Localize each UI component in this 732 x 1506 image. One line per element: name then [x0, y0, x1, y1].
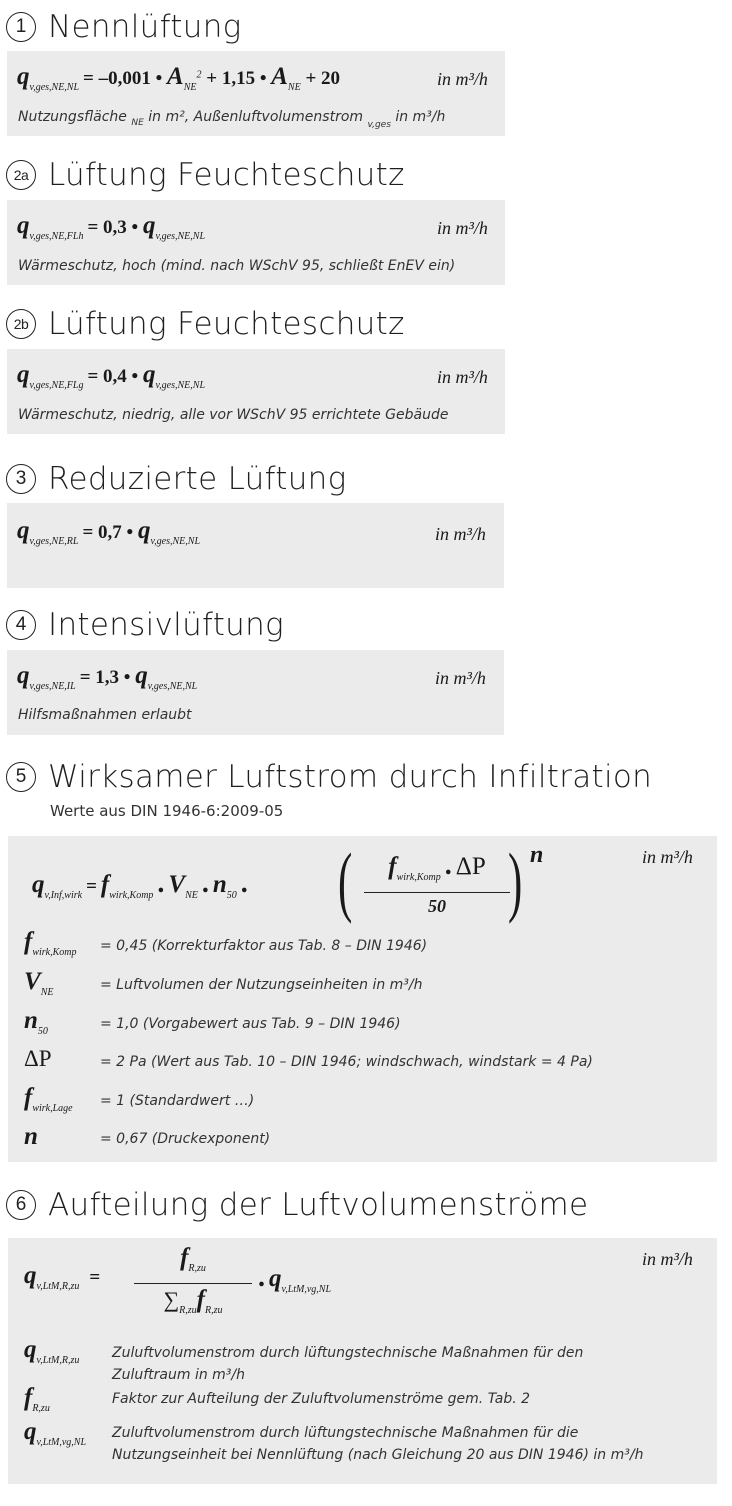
section-6-heading — [6, 1185, 588, 1225]
formula-box-2a — [7, 200, 505, 285]
fraction-bar — [134, 1283, 252, 1284]
def-text: Zuluftvolumenstrom durch lüftungstechnische Maßnahmen für den Zuluftraum in m³/h — [112, 1345, 584, 1383]
unit-label: in m³/h — [437, 69, 488, 89]
section-title: Intensivlüftung — [48, 607, 284, 643]
fraction-denominator: $\sum_{R,zu}f_{R,zu}$ — [163, 1286, 223, 1316]
def-symbol: n — [24, 1123, 38, 1150]
def-text: = 0,45 (Korrekturfaktor aus Tab. 8 – DIN 1946) — [100, 938, 428, 954]
section-title: Lüftung Feuchteschutz — [48, 157, 405, 193]
formula-feuchteschutz-niedrig: $q_{v,ges,NE,FLg} = 0,4$ • $q_{v,ges,NE,NL}$ — [17, 361, 206, 391]
formula-aufteilung-lhs: $q_{v,LtM,R,zu}$ = — [24, 1262, 101, 1292]
formula-feuchteschutz-hoch: $q_{v,ges,NE,FLh} = 0,3$ • $q_{v,ges,NE,NL}$ — [17, 212, 206, 242]
unit-label: in m³/h — [642, 1249, 693, 1269]
formula-box-4 — [7, 650, 504, 735]
section-number-badge: 2b — [6, 309, 36, 339]
def-symbol: $q_{v,LtM,R,zu}$ — [24, 1336, 80, 1366]
formula-infiltration-lhs: $q_{v,Inf,wirk} = f_{wirk,Komp}$ . $V_{NE}$ . $n_{50}$ . — [32, 868, 248, 901]
fraction-numerator: $f_{wirk,Komp}$ . ΔP — [388, 850, 486, 883]
def-symbol: $q_{v,LtM,vg,NL}$ — [24, 1418, 87, 1448]
formula-aufteilung-rhs: . $q_{v,LtM,vg,NL}$ — [258, 1262, 332, 1295]
section-2b-heading — [6, 304, 405, 344]
formula-reduzierte-lueftung: $q_{v,ges,NE,RL} = 0,7$ • $q_{v,ges,NE,NL}$ — [17, 517, 201, 547]
def-symbol: $V_{NE}$ — [24, 968, 54, 998]
section-number-badge: 3 — [6, 464, 36, 494]
def-text: Faktor zur Aufteilung der Zuluftvolumenströme gem. Tab. 2 — [112, 1391, 531, 1407]
section-number-badge: 5 — [6, 762, 36, 792]
section-5-heading — [6, 757, 652, 797]
def-text: = 2 Pa (Wert aus Tab. 10 – DIN 1946; windschwach, windstark = 4 Pa) — [100, 1054, 593, 1070]
section-number-badge: 4 — [6, 610, 36, 640]
section-title: Lüftung Feuchteschutz — [48, 306, 405, 342]
section-number-badge: 1 — [6, 12, 36, 42]
def-symbol: $f_{R,zu}$ — [24, 1384, 50, 1414]
formula-note: Nutzungsfläche $_{NE}$ in m², Außenluftvolumenstrom $_{v,ges}$ in m³/h — [18, 109, 446, 130]
open-parenthesis: ( — [338, 837, 353, 924]
formula-note: Wärmeschutz, hoch (mind. nach WSchV 95, schließt EnEV ein) — [18, 258, 456, 274]
def-text: = 0,67 (Druckexponent) — [100, 1131, 271, 1147]
formula-intensivlueftung: $q_{v,ges,NE,IL} = 1,3$ • $q_{v,ges,NE,NL}$ — [17, 662, 198, 692]
def-symbol: $n_{50}$ — [24, 1007, 48, 1037]
def-text: = 1,0 (Vorgabewert aus Tab. 9 – DIN 1946) — [100, 1016, 401, 1032]
def-symbol: $f_{wirk,Komp}$ — [24, 928, 77, 958]
formula-box-6 — [8, 1238, 717, 1484]
unit-label: in m³/h — [642, 847, 693, 867]
def-text: Zuluftvolumenstrom durch lüftungstechnische Maßnahmen für die Nutzungseinheit bei Nennlüftung (nach Gleichung 20 aus DIN 1946) in m³/h — [112, 1425, 644, 1463]
formula-note: Wärmeschutz, niedrig, alle vor WSchV 95 errichtete Gebäude — [18, 407, 449, 423]
section-title: Aufteilung der Luftvolumenströme — [48, 1187, 589, 1223]
section-title: Wirksamer Luftstrom durch Infiltration — [48, 759, 653, 795]
section-number-badge: 6 — [6, 1190, 36, 1220]
unit-label: in m³/h — [437, 367, 488, 387]
formula-box-2b — [7, 349, 505, 434]
section-subtitle: Werte aus DIN 1946-6:2009-05 — [50, 802, 284, 820]
unit-label: in m³/h — [437, 218, 488, 238]
section-1-heading — [6, 7, 242, 47]
section-4-heading — [6, 605, 284, 645]
exponent: n — [530, 842, 544, 868]
formula-nennlueftung: $q_{v,ges,NE,NL} = -0,001$ • $A_{NE}^2 + 1,15$ • $A_{NE} + 20$ — [17, 63, 341, 93]
fraction-numerator: $f_{R,zu}$ — [180, 1244, 206, 1274]
formula-note: Hilfsmaßnahmen erlaubt — [18, 707, 192, 723]
section-title: Nennlüftung — [48, 9, 242, 45]
def-symbol: $f_{wirk,Lage}$ — [24, 1084, 73, 1114]
section-number-badge: 2a — [6, 160, 36, 190]
unit-label: in m³/h — [435, 668, 486, 688]
section-title: Reduzierte Lüftung — [48, 461, 347, 497]
fraction-denominator: 50 — [428, 896, 446, 916]
section-2a-heading — [6, 155, 405, 195]
section-3-heading — [6, 459, 347, 499]
close-parenthesis: ) — [508, 837, 523, 924]
def-text: = Luftvolumen der Nutzungseinheiten in m³/h — [100, 977, 423, 993]
formula-box-3 — [7, 503, 504, 588]
def-text: = 1 (Standardwert …) — [100, 1093, 255, 1109]
formula-box-5 — [8, 836, 717, 1162]
formula-box-1 — [7, 51, 505, 136]
def-symbol: ΔP — [24, 1046, 52, 1071]
unit-label: in m³/h — [435, 524, 486, 544]
fraction-bar — [364, 892, 510, 893]
